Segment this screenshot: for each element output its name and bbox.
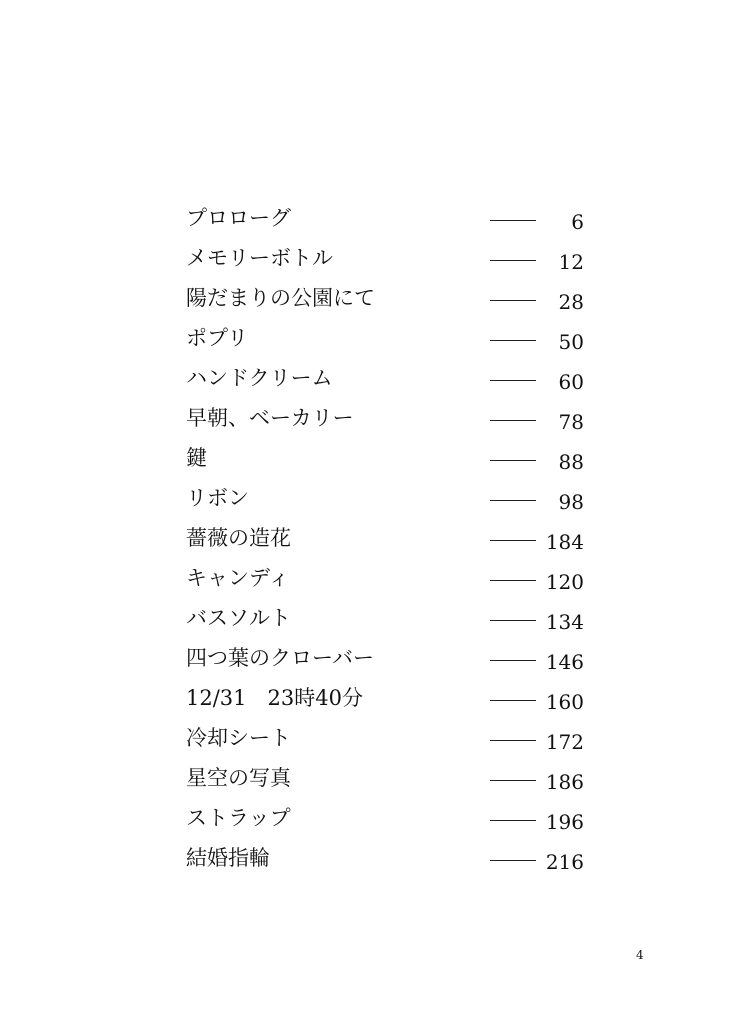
toc-entry-dash (490, 198, 536, 238)
toc-entry-dash (490, 478, 536, 518)
toc-entry (186, 398, 586, 438)
toc-entry-dash (490, 838, 536, 878)
page-number: 4 (636, 948, 644, 962)
toc-entry-dash (490, 358, 536, 398)
toc-entry (186, 278, 586, 318)
toc-entry-title: 冷却シート (186, 726, 291, 750)
toc-entry-title: リボン (186, 486, 249, 510)
toc-entry-dash (490, 398, 536, 438)
toc-entry-title: バスソルト (186, 606, 291, 630)
toc-entry (186, 198, 586, 238)
toc-entry-page: 172 (545, 730, 584, 754)
toc-entry (186, 478, 586, 518)
toc-entry (186, 798, 586, 838)
toc-entry-page: 216 (545, 850, 584, 874)
toc-entry-page: 184 (545, 530, 584, 554)
toc-entry-dash (490, 558, 536, 598)
toc-entry-page: 88 (558, 450, 584, 474)
toc-entry (186, 838, 586, 878)
toc-entry (186, 598, 586, 638)
toc-entry-page: 6 (571, 210, 584, 234)
toc-entry-page: 186 (545, 770, 584, 794)
toc-entry-dash (490, 718, 536, 758)
toc-entry-dash (490, 518, 536, 558)
toc-entry-title: ストラップ (186, 806, 291, 830)
toc-entry-title: メモリーボトル (186, 246, 333, 270)
toc-entry-page: 146 (545, 650, 584, 674)
toc-entry-page: 120 (545, 570, 584, 594)
toc-entry-dash (490, 278, 536, 318)
toc-entry-title: プロローグ (186, 206, 291, 230)
toc-entry-title: 四つ葉のクローバー (186, 646, 374, 670)
toc-entry-title: 結婚指輪 (186, 846, 270, 870)
toc-entry-page: 78 (558, 410, 584, 434)
toc-entry (186, 758, 586, 798)
toc-entry-page: 134 (545, 610, 584, 634)
toc-entry-title: 鍵 (186, 446, 207, 470)
toc-entry-dash (490, 758, 536, 798)
toc-entry-title: キャンディ (186, 566, 290, 590)
toc-entry (186, 358, 586, 398)
toc-entry (186, 718, 586, 758)
toc-entry-title: 12/31 23時40分 (186, 686, 363, 710)
toc-entry-page: 50 (558, 330, 584, 354)
toc-entry-title: 陽だまりの公園にて (186, 286, 375, 310)
toc-entry (186, 638, 586, 678)
toc-entry-dash (490, 678, 536, 718)
toc-entry (186, 678, 586, 718)
toc-entry-dash (490, 598, 536, 638)
toc-entry-dash (490, 638, 536, 678)
table-of-contents (186, 198, 586, 878)
toc-entry-dash (490, 798, 536, 838)
toc-entry-title: ポプリ (186, 326, 249, 350)
toc-entry-page: 98 (558, 490, 584, 514)
toc-entry-page: 160 (545, 690, 584, 714)
toc-entry-dash (490, 438, 536, 478)
toc-entry-dash (490, 318, 536, 358)
toc-entry (186, 318, 586, 358)
toc-entry (186, 558, 586, 598)
toc-entry (186, 518, 586, 558)
toc-entry-page: 12 (558, 250, 584, 274)
toc-entry-page: 28 (558, 290, 584, 314)
toc-entry (186, 238, 586, 278)
toc-entry-title: 星空の写真 (186, 766, 291, 790)
toc-entry-dash (490, 238, 536, 278)
toc-entry-page: 60 (558, 370, 584, 394)
toc-entry (186, 438, 586, 478)
toc-entry-title: ハンドクリーム (186, 366, 333, 390)
toc-entry-page: 196 (545, 810, 584, 834)
toc-entry-title: 薔薇の造花 (186, 526, 291, 550)
toc-entry-title: 早朝、ベーカリー (186, 406, 354, 430)
